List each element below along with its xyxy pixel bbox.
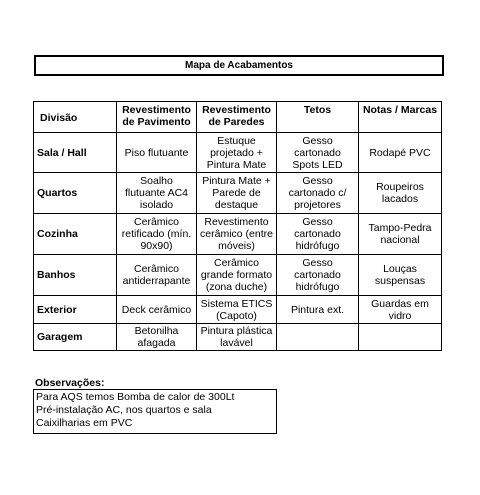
table-cell <box>359 324 442 351</box>
table-cell: Cerâmico antiderrapante <box>117 255 197 296</box>
table-header-row <box>34 102 442 133</box>
table-cell: Revestimento cerâmico (entre móveis) <box>197 214 277 255</box>
row-label: Sala / Hall <box>34 133 117 173</box>
observation-line: Para AQS temos Bomba de calor de 300Lt <box>36 391 235 403</box>
table-cell: Sistema ETICS (Capoto) <box>197 296 277 324</box>
observation-line: Caixilharias em PVC <box>36 417 133 429</box>
table-cell: Pintura ext. <box>277 296 359 324</box>
table-cell: Pintura plástica lavável <box>197 324 277 351</box>
table-cell: Estuque projetado + Pintura Mate <box>197 133 277 173</box>
table-row <box>34 324 442 351</box>
row-label: Quartos <box>34 173 117 214</box>
table-cell: Guardas em vidro <box>359 296 442 324</box>
document-title-text: Mapa de Acabamentos <box>185 60 293 71</box>
table-row <box>34 133 442 173</box>
table-cell: Cerâmico grande formato (zona duche) <box>197 255 277 296</box>
table-cell: Pintura Mate + Parede de destaque <box>197 173 277 214</box>
row-label: Exterior <box>34 296 117 324</box>
observations-box <box>33 389 277 434</box>
observation-line: Pré-instalação AC, nos quartos e sala <box>36 404 212 416</box>
table-cell: Piso flutuante <box>117 133 197 173</box>
table-cell: Gesso cartonado c/ projetores <box>277 173 359 214</box>
table-cell: Roupeiros lacados <box>359 173 442 214</box>
document-title <box>34 55 444 76</box>
header-notas: Notas / Marcas <box>359 102 442 133</box>
table-cell: Louças suspensas <box>359 255 442 296</box>
table-row <box>34 296 442 324</box>
table-row <box>34 214 442 255</box>
table-row <box>34 173 442 214</box>
header-pavimento: Revestimento de Pavimento <box>117 102 197 133</box>
table-cell: Gesso cartonado hidrófugo <box>277 255 359 296</box>
header-paredes: Revestimento de Paredes <box>197 102 277 133</box>
header-tetos: Tetos <box>277 102 359 133</box>
table-cell <box>277 324 359 351</box>
table-cell: Tampo-Pedra nacional <box>359 214 442 255</box>
table-cell: Rodapé PVC <box>359 133 442 173</box>
finishes-table <box>33 101 442 351</box>
table-row <box>34 255 442 296</box>
row-label: Cozinha <box>34 214 117 255</box>
header-divisao: Divisão <box>34 102 117 133</box>
table-cell: Betonilha afagada <box>117 324 197 351</box>
row-label: Banhos <box>34 255 117 296</box>
observations-label: Observações: <box>35 377 105 389</box>
table-cell: Soalho flutuante AC4 isolado <box>117 173 197 214</box>
table-cell: Cerâmico retificado (mín. 90x90) <box>117 214 197 255</box>
table-cell: Deck cerâmico <box>117 296 197 324</box>
table-cell: Gesso cartonado Spots LED <box>277 133 359 173</box>
row-label: Garagem <box>34 324 117 351</box>
table-cell: Gesso cartonado hidrófugo <box>277 214 359 255</box>
